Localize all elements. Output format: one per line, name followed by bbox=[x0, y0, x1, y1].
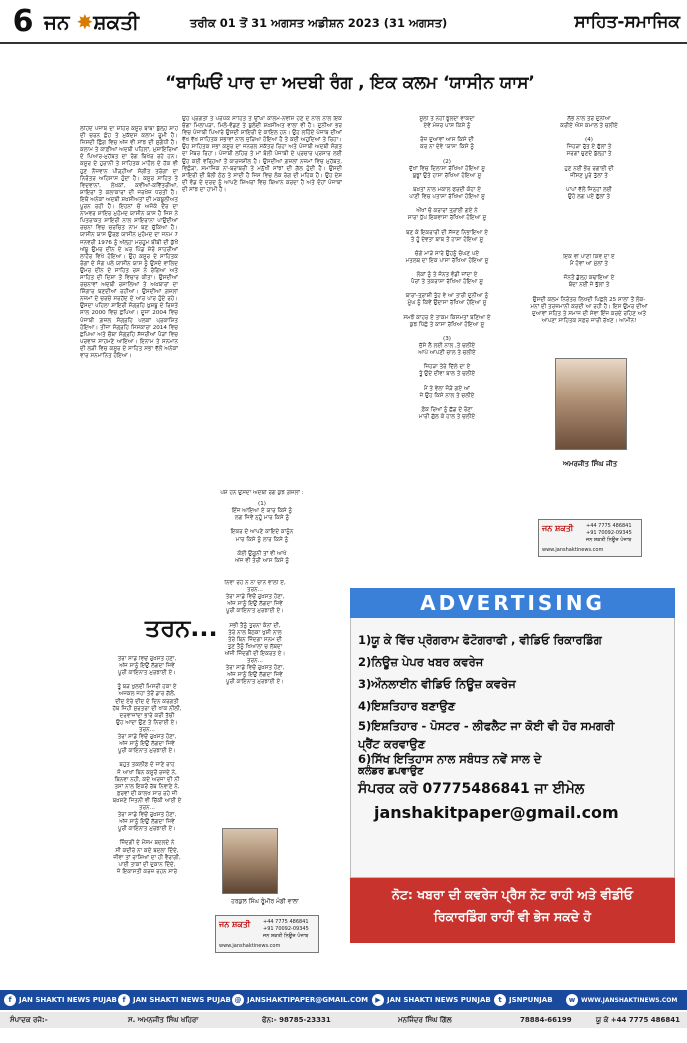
poem-part-a: ਤੇਰਾ ਸਾਡੇ ਵਿਚੋਂ ਰੁਖ਼ਸਤ ਹੋਣਾ, ਅੱਜ ਸਾਨੂੰ ਇਉਂ ਲੱਗਦਾ ਜਿਵੇਂ ਪੂਰੀ ਕਾਇਨਾਤ ਮੁਰਝਾਈ ਏ। ਤੂੰ ਬੜ ਖੁਲਦੀ ਮਿਸਰੀ ਹਕਾ ਏ ਅਜਕਲ ਜਹਾ ਤੇਰੋਂ ਡਾਰ ਗੱਲੋਂ, ਦੀਦ ਏਰੇ ਦੀਦ ਦੇ ਦਿਨ ਕਰਗਤੀ ਹੱਥ ਜਿਹੀ ਸੁਰਤਰਾ ਦੀ ਖਾਕ ਨੀਲੀ, ਦਰਵਾਜ਼ਾਂਦਾ ਭਾਰੇ ਕਰੀ ਤੱਚੀ ਉਹ ਆਦਾ ਉਣ ਤੇ ਨਿਰਾਈ ਏ। ਤਰਨ... ਤੇਰਾ ਸਾਡੇ ਵਿਚੋਂ ਰੁਖ਼ਸਤ ਹੋਣਾ, ਅੱਜ ਸਾਨੂੰ ਇਉਂ ਲੱਗਦਾ ਜਿਵੇਂ ਪੂਰੀ ਕਾਇਨਾਤ ਮੁਰਝਾਈ ਏ। ਬਹੁਤ ਤਕਲੀਫ਼ ਦੇ ਜਾਣੇ ਰਾਹ ਜੋ ਆਖਾਂ ਬਿਨ ਕਸੂਰੋਂ ਰਜਦੇ ਨੇ, ਬਿਨਵਾ ਨਹੀ, ਕਦੇ ਅਰਜਾ ਦੀ ਨੀ ਤਸਾਂ ਨਾਲ ਇਕਰੋਂ ਰੱਬ ਨਿਵਾਣੇ ਨੇ, ਫ਼ਰਵਾਂ ਦੀ ਕਾਲਖ ਸਾਰ ਰਹੇ ਜੀ ਬਖ਼ਸ਼ਣੇ ਜਿਤਨੀ ਵੀ ਚਿੱਕੀ ਆਈ ਏ ਤਰਨ... ਤੇਰਾ ਸਾਡੇ ਵਿਚੋਂ ਰੁਖ਼ਸਤ ਹੋਣਾ, ਅੱਜ ਸਾਨੂੰ ਇਉਂ ਲੱਗਦਾ ਜਿਵੇਂ ਪੂਰੀ ਕਾਇਨਾਤ ਮੁਰਝਾਈ ਏ। ਜ਼ਿੰਦਗੀ ਦੇ ਮੌਸਮ ਬਦਲਦੇ ਨੇ ਸੀ ਕਦੀਰੇ ਨਾ ਕਦੇ ਬਦਲਾ ਦਿੰਦੇ, ਜੀਵਾ ਤਾਂ ਰਾਸ਼ਿਆਂ ਦਾ ਹੀ ਵੈਰਾਗੀ, ਪਾਈ ਤਾਕਾਂ ਦੀ ਦੁਕਾਨ ਦਿੰਦੇ, ਜੇ ਇਕਾਸਤੀ ਕਰਜ਼ ਰਹਨ ਸਾਰੇ bbox=[112, 656, 182, 875]
ghazal-text: ਇੰਜ ਆਇਆ ਏ ਯਾਰ ਕਿਸੇ ਨੂੰ ਲਗ ਜਿਵੇਂ ਨ੍ਹੂੰ ਮਾਰ ਕਿਸੇ ਨੂੰ ਇਕਰ ਦੇ ਆਪਣੇ ਕਾਇਦੇ ਕਾਨੂੰਨ ਮਾਰ ਕਿਸੇ ਨੂੰ ਲਾਰ ਕਿਸੇ ਨੂੰ ਕੋਈ ਉਗੂਨੀ ਤਾਂ ਵੀ ਆਖੇ ਅੱਜ ਵੀ ਤੇਰੀ ਆਸ ਕਿਸੇ ਨੂੰ bbox=[230, 508, 294, 564]
author-caption: ਅਮਰਜੀਤ ਸਿੰਘ ਜੀਤ bbox=[562, 460, 618, 468]
mini-ad-logo: ਜਨ ਸ਼ਕਤੀ bbox=[542, 524, 574, 533]
poem-part-b: ਨਿਵਾ ਰਹੇ ਨੇ ਨਾ ਚਾਨੇ ਵਾਲੀ ਏ, ਤਰਨ... ਤੇਰਾ ਸਾਡੇ ਵਿਚੋਂ ਰੁਖ਼ਸਤ ਹੋਣਾ, ਅੱਜ ਸਾਨੂੰ ਇਉਂ ਲੱਗਦਾ ਜਿਵੇਂ ਪੂਰੀ ਕਾਇਨਾਤ ਮੁਰਝਾਈ ਏ। ਸਭੀ ਤੈਨੂੰ ਤੁਰਨਾ ਕੰਨਾਂ ਦੀ, ਤੇਰੇ ਨਾਲ ਬੈਠਕਾ ਖੁਸ਼ੀ ਨਾਲ ਤੇਰੇ ਬਿਨ ਜਿੰਦਗਾ ਸਨਮ ਦੀ ਤੁਣ ਤੈਨੂੰ ਖਿਆਲਾਂ ਚ ਲੱਬਦਾ ਅੱਜੀ ਜਿੰਦਗੀ ਦੀ ਇਕਰਤ ਏ। ਤਰਨ... ਤੇਰਾ ਸਾਡੇ ਵਿਚੋਂ ਰੁਖ਼ਸਤ ਹੋਣਾ, ਅੱਜ ਸਾਨੂੰ ਇਉਂ ਲੱਗਦਾ ਜਿਵੇਂ ਪੂਰੀ ਕਾਇਨਾਤ ਮੁਰਝਾਈ ਏ। bbox=[224, 580, 286, 686]
logo-star-icon: ✸ bbox=[76, 10, 94, 34]
email-icon: @ bbox=[232, 994, 244, 1006]
mini-ad-web: www.janshaktinews.com bbox=[542, 547, 604, 553]
youtube-icon: ▶ bbox=[372, 994, 384, 1006]
footer-contact: ਯੂ ਕੇ +44 7775 486841 bbox=[596, 1016, 680, 1024]
mini-ad[interactable] bbox=[215, 915, 319, 953]
twitter-icon: t bbox=[494, 994, 506, 1006]
advert-contact: ਸੰਪਰਕ ਕਰੋ 07775486841 ਜਾ ਈਮੇਲ bbox=[358, 781, 585, 797]
facebook-icon: f bbox=[118, 994, 130, 1006]
article-column-3: ਸੂਲੀ ਤੇ ਨਹੀਂ ਝੂਲਦਾ ਵਾਕਦਾ ਏਵੇਂ ਮੰਜ਼ਰ ਪਾਸ ਕਿਸੇ ਨੂੰ ਰੋਜ਼ ਦੁਆਵਾਂ ਆਸ ਕਿਸੇ ਦੀ ਕਰ ਨਾ ਦੇਵੇ 'ਯਾਸ' ਕਿਸੇ ਨੂੰ (2) ਦੁੱਖਾਂ ਵਿਚ ਦਿਲਾਸਾ ਰੱਖਿਆ ਹੋਇਆ ਸੂ ਬੁਝੂਾਂ ਉਤੇ ਹਾਸਾ ਰੱਖਿਆ ਹੋਇਆ ਸੂ ਬਖ਼ਤਾਂ ਨਾਲ ਮਕਾਲ ਫਰਦੀ ਕੋਹਾ ਏ ਪਾਣੀ ਵਿਚ ਪਤਾਸਾ ਰੱਖਿਆ ਹੋਇਆ ਸੂ ਔਖਾਂ ਚੋ ਕਰਾਰਾਂ ਤ੍ਰਾਂਈ ਗਏ ਨੇ ਸਾਰਾ ਧੁੱਪ ਇਕਵਾਸਾ ਰੱਖਿਆ ਹੋਇਆ ਸੂ ਬਣ ਕੇ ਇਕਰਾਰੀ ਦੀ ਸੱਜਣ ਨਿਭਾਇਆ ਏ ਤੇ ਹੂੰ ਦੇਵਤਾ ਬਾਬ ਤੋਂ ਹਾਸਾ ਹੋਇਆ ਸੂ ਚੰਗੇ ਮਾੜੇ ਸਾਰੇ ਉਹਨੂੰ ਚੰਘਣ ਪਏ ਮਤਲਬ ਦਾ ਇਕ ਪਾਸਾ ਰੱਖਿਆ ਹੋਇਆ ਸੂ ਲੋਕਾਂ ਨੂੰ ਤੇ ਜੰਨਤ ਵੰਡੀ ਜਾਂਦਾ ਏ ਪੈਰਾਂ ਤੇ ਤਕਰਾਸਾ ਰੱਖਿਆ ਹੋਇਆ ਸੂ ਬਾਰਾਂ-ਤ੍ਰਾਸ਼ੀ ਤੁੰਹ ਵੇ ਆ ਤਾਰੀ ਦੁਨੀਆ ਨੂੰ ਮੂੰਘ ਨੂੰ ਕਿਵੇਂ ਉਦਾਸਾ ਰੱਖਿਆ ਹੋਇਆ ਸੂ ਸਮਝੋਂ ਕਾਹਰ ਏ ਤਾਕਮ ਕਿਸਮਤਾਂ ਬਣਿਆ ਏ ਕੁਝ ਪਿੱਛੇ ਤੇ ਕਾਸਾ ਰੱਖਿਆ ਹੋਇਆ ਸੂ (3) ਜੁੱਸੇ ਲੈ ਲਈ ਨਾਲ ,ਤੇ ਚਲੀਏ ਆਪੇ ਆਪਣੀ ਚਾਲ ਤੇ ਚਲੀਏ ਜਿਹੜਾ ਤੇਰੇ ਦਿੱਲੇ ਦਾ ਏ ਤੂੰ ਉਦੇ ਦੀਵਾ ਬਾਲ ਤੇ ਚਲੀਏ ਮੈਂ ਤੇ ਵੇਲਾ ਜੋੜੇ ਗਏ ਆਂ ਜੇ ਉਹ ਕਿਸੇ ਨਾਲ ਤੇ ਚਲੀਏ ਫ਼ੋਕ ਰਿਆਂ ਨੂੰ ਛੱਡ ਦੇ ਰੋਣਾ ਮਾਰੀ ਗੁੱਲ ਕੇ ਹਾਲ ਤੇ ਚਲੀਏ bbox=[403, 116, 491, 420]
logo-part1: ਜਨ bbox=[44, 10, 70, 34]
social-facebook-1[interactable] bbox=[4, 992, 117, 1008]
mini-ad[interactable] bbox=[538, 519, 642, 557]
author-photo bbox=[555, 358, 627, 450]
ghazal-block-1 bbox=[182, 490, 342, 590]
advertising-title: ADVERTISING bbox=[350, 588, 675, 618]
social-label: JAN SHAKTI NEWS PUJAB bbox=[19, 996, 117, 1004]
mini-ad-line: ਜਨ ਸ਼ਕਤੀ ਨਿਊਜ਼ ਪੰਜਾਬ bbox=[263, 933, 309, 939]
advert-note-line1: ਨੋਟ: ਖਬਰਾ ਦੀ ਕਵਰੇਜ ਪ੍ਰੈਸ ਨੋਟ ਰਾਹੀ ਅਤੇ ਵੀਡੀਓ bbox=[392, 887, 633, 902]
section-title: ਸਾਹਿਤ-ਸਮਾਜਿਕ bbox=[574, 12, 680, 32]
advert-item: 1)ਯੂ ਕੇ ਵਿੱਚ ਪ੍ਰੋਗਰਾਮ ਫੋਟੋਗਰਾਫੀ , ਵੀਡਿਓ ਰਿਕਾਰਡਿੰਗ bbox=[358, 633, 602, 647]
page-number: 6 bbox=[12, 4, 34, 39]
newspaper-logo bbox=[44, 8, 152, 36]
article-column-2: ਉਹ ਪ੍ਰਗਤੀ ਤੇ ਪਰਪੱਕ ਸਾਹਿਤ ਤੇ ਉੱਘਾ ਕਾਲਮ-ਨਵੀਸ ਹੋਣ ਦੇ ਨਾਲ ਨਾਲ ਇਕ ਚੰਗਾ ਮਿਲਾਪੜਾ, ਮਿਲੋ-ਵੰਡਣ ਤੇ ਬੁਲੰਦੀ ਸ਼ਖ਼ਸੀਅਤ ਵਾਲਾ ਵੀ ਹੈ। ਦੁਨੀਆ ਭਰ ਵਿਚ ਪੰਜਾਬੀ ਪਿਆਰੇ ਉਸਦੀ ਸ਼ਾਇਰੀ ਦੇ ਕਾਇਲ ਹਨ। ਉਹ ਲਹਿੰਦੇ ਪੰਜਾਬ ਦੀਆਂ ਵੱਖ ਵੱਖ ਸਾਹਿਤਕ ਸਭਾਵਾਂ ਨਾਲ ਜੁੜਿਆ ਹੋਇਆ ਹੈ ਤੇ ਕਈ ਅਹੁਦਿਆਂ ਤੇ ਰਿਹਾ। ਉਹ ਸਾਹਿਤਕ ਸਭਾ ਕਸੂਰ ਦਾ ਜਨਰਲ ਸਕੱਤਰ ਰਿਹਾ ਅਤੇ ਪੰਜਾਬੀ ਅਦਬੀ ਸੰਗਤ ਦਾ ਮੈਂਬਰ ਰਿਹਾ। ਪੰਜਾਬੀ ਲਹਿਰ ਤੇ ਮਾਂ ਬੋਲੀ ਪੰਜਾਬੀ ਦੇ ਪ੍ਰਚਾਰ ਪ੍ਰਸਾਰ ਲਈ ਉਹ ਕਈ ਵਰ੍ਹਿਆਂ ਤੋਂ ਕਾਰਜਸ਼ੀਲ ਹੈ। ਉਸਦੀਆਂ ਗ਼ਜ਼ਲਾਂ ਨਜ਼ਮਾਂ ਵਿਚ ਮੁਹੱਬਤ, ਵਿਛੋੜਾ, ਸਮਾਜਿਕ ਨਾ-ਬਰਾਬਰੀ ਤੇ ਮਨੁੱਖੀ ਸਾਂਝਾਂ ਦੀ ਗੱਲ ਹੁੰਦੀ ਹੈ। ਉਸਦੀ ਸ਼ਾਇਰੀ ਦੀ ਬੋਲੀ ਠੇਠ ਤੇ ਸਾਦੀ ਹੈ ਜਿਸ ਵਿਚ ਲੋਕ ਰੰਗ ਦੀ ਮਹਿਕ ਹੈ। ਉਹ ਦੇਸ਼ ਦੀ ਵੰਡ ਦੇ ਦਰਦ ਨੂੰ ਆਪਣੇ ਸ਼ਿਅਰਾਂ ਵਿਚ ਬਿਆਨ ਕਰਦਾ ਹੈ ਅਤੇ ਦੋਹਾਂ ਪੰਜਾਬਾਂ ਦੀ ਸਾਂਝ ਦਾ ਹਾਮੀ ਹੈ। bbox=[182, 116, 342, 193]
poet-photo bbox=[222, 828, 278, 894]
ghazal-intro: ਪੇਸ਼ ਹਨ ਉਸਦਾ ਅਦਬੀ ਰੰਗ ਕੁਝ ਗ਼ਜ਼ਲਾਂ : bbox=[220, 490, 304, 496]
mini-ad-phone1: +44 7775 486841 bbox=[586, 523, 632, 529]
mini-ad-line: ਜਨ ਸ਼ਕਤੀ ਨਿਊਜ਼ ਪੰਜਾਬ bbox=[586, 537, 632, 543]
poet-caption: ਹਰਕੁਲ ਸਿੰਘ ਰੂੰਮੀਰ ਮੰਡੀ ਵਾਲਾ bbox=[231, 898, 299, 905]
advert-note-line2: ਰਿਕਾਰਡਿੰਗ ਰਾਹੀਂ ਵੀ ਭੇਜ ਸਕਦੇ ਹੋ bbox=[433, 909, 592, 924]
social-youtube[interactable] bbox=[372, 992, 491, 1008]
mini-ad-phone2: +91 70092-09345 bbox=[586, 530, 632, 536]
advert-item: 4)ਇਸ਼ਤਿਹਾਰ ਬਣਾਉਣ bbox=[358, 699, 456, 713]
globe-icon: w bbox=[566, 994, 578, 1006]
poem-title: ਤਰਨ... bbox=[145, 614, 218, 642]
footer-contact: 78884-66199 bbox=[520, 1016, 572, 1024]
date-line: ਤਰੀਕ 01 ਤੋਂ 31 ਅਗਸਤ ਅਡੀਸ਼ਨ 2023 (31 ਅਗਸਤ) bbox=[190, 16, 448, 30]
footer-contact: ਫੋਨ:- 98785-23331 bbox=[262, 1016, 331, 1024]
advert-item: 5)ਇਸ਼ਤਿਹਾਰ - ਪੋਸਟਰ - ਲੀਫਲੈਟ ਜਾ ਕੋਈ ਵੀ ਹੋਰ ਸਮਗਰੀ bbox=[358, 719, 615, 733]
mini-ad-phone1: +44 7775 486841 bbox=[263, 919, 309, 925]
facebook-icon: f bbox=[4, 994, 16, 1006]
advert-item: 3)ਔਨਲਾਈਨ ਵੀਡਿਓ ਨਿਊਜ਼ ਕਵਰੇਜ bbox=[358, 677, 516, 691]
advert-item: ਕਲੰਡਰ ਛਪਵਾਉਣ bbox=[358, 766, 424, 777]
advert-note bbox=[350, 878, 675, 943]
advert-item: 6)ਸਿੱਖ ਇਤਿਹਾਸ ਨਾਲ ਸਬੰਧਤ ਨਵੇਂ ਸਾਲ ਦੇ bbox=[358, 752, 542, 766]
footer-contact: ਸ. ਅਮਨਜੀਤ ਸਿੰਘ ਖਹਿਰਾ bbox=[128, 1016, 199, 1024]
logo-part2: ਸ਼ਕਤੀ bbox=[93, 10, 140, 34]
mini-ad-phone2: +91 70092-09345 bbox=[263, 926, 309, 932]
social-label: JAN SHAKTI NEWS PUJAB bbox=[133, 996, 231, 1004]
article-column-4-cont: ਇਕ ਵੀ ਪਾਣੀ ਕਿਵ ਦਾ ਏ ਮੈਂ ਹੋਵਾਂ ਆਂ ਮੁੱਲਾਂ ਤੇ ਜੰਨਤੋਂ ਡੁੱਲ੍ਹ ਕਢਾਇਆ ਏ ਬੰਦਾ ਨਈਂ ਜੇ ਭੁੱਲਾਂ ਤੇ ਉਸਦੀ ਕਲਮ ਨਿਰੰਤਰ ਲਿਖਦੀ ਪਿਛਲੇ 25 ਸਾਲਾਂ ਤੋਂ ਲੋਕ-ਮਨਾਂ ਦੀ ਤਰਜ਼ਮਾਨੀ ਕਰਦੀ ਆ ਰਹੀ ਹੈ। ਇਸ ਉਮਰ ਦੀਆਂ ਦੁਆਵਾਂ ਸਹਿਤ ਤੇ ਸਮਾਜ ਦੀ ਸੇਵਾ ਇੰਜ ਕਰਦੇ ਰਹਿਣ ਅਤੇ ਆਪਣਾ ਸਾਹਿਤਕ ਸਫ਼ਰ ਜਾਰੀ ਰੱਖਣ। ਆਮੀਨ! bbox=[530, 254, 648, 324]
article-column-4: ਲੱਭੇ ਨਾਲ ਤੇਰੇ ਦੁਨੀਆ ਕਰੀਏ ਐਸ ਕਮਾਲ ਤੇ ਚਲੀਏ (4) ਜਿਹੜਾ ਰੁੱਤ ਏ ਫੁੱਲਾਂ ਤੇ ਸਰਗਾਂ ਚੁਣਦੇ ਬੁੱਲ੍ਹਾਂ ਤੇ ਹੁਣ ਨਈਂ ਭੋਰ ਰਗਾਈ ਦੀ ਜੀਂਸਣ ਪੂਰੇ ਤੁੱਲਾਂ ਤੇ ਪਾਪਾਂ ਵੱਲੋਂ ਜਿਨ੍ਹਾਂ ਲਈ ਉਹੋ ਲਗ ਪਏ ਫੁੱਲਾਂ ਤੇ bbox=[560, 116, 618, 201]
social-twitter[interactable] bbox=[494, 992, 553, 1008]
social-label: WWW.JANSHAKTINEWS.COM bbox=[581, 997, 678, 1004]
mini-ad-web: www.janshaktinews.com bbox=[219, 943, 281, 949]
social-label: JAN SHAKTI NEWS PUNJAB bbox=[387, 996, 491, 1004]
footer-contact: ਮਨਜਿੰਦਰ ਸਿੰਘ ਗਿੱਲ bbox=[398, 1016, 452, 1024]
article-column-1: ਲਹਿੰਦੇ ਪੰਜਾਬ ਦਾ ਸ਼ਹਿਰ ਕਸੂਰ ਬਾਬਾ ਬੁੱਲ੍ਹੇ ਸ਼ਾਹ ਦੀ ਚਰਨ ਛੋਹ ਤੇ ਮੁਕੱਦਸ ਕਲਾਮ ਰੂਮੀ ਹੈ। ਜਿਸਦੀ ਛਿੰਗ ਵਿਚ ਅੱਜ ਵੀ ਸਾਂਝ ਦੀ ਸੁਗੰਧੀ ਹੈ। ਕਲਾਮ ਤੇ ਕਾਫ਼ੀਆਂ ਅਦਬੀ ਪਹਿਲਾਂ, ਮੁਸ਼ਾਇਰਿਆਂ ਦੇ ਪਿਆਰ-ਮੁਹੱਬਤ ਦਾ ਰੰਗ ਬਿਖੇਰ ਰਹੇ ਹਨ। ਕਸੂਰ ਦੇ ਹੁਰਾਨੀ ਤੇ ਸਾਹਿਤਕ ਮਾਹੌਲ ਦੇ ਹੱਕ ਵੀ ਹੁਣ ਨੌਜਵਾਨ ਪੀੜ੍ਹੀਆਂ ਸੰਗੀਤ ਤਰੰਗਾਂ ਦਾ ਨਿਰੰਤਰ ਅਹਿਸਾਸ ਹੁੰਦਾ ਹੈ। ਕਸੂਰ ਸਾਹਿਤ ਤੇ ਵਿਦਵਾਨਾਂ, ਲੇਖਕਾਂ, ਕਵੀਆਂ-ਕਵਿੱਤਰੀਆਂ, ਸ਼ਾਇਰਾਂ ਤੇ ਕਲਾਕਾਰਾਂ ਦੀ ਜਰਖੇਜ਼ ਧਰਤੀ ਹੈ। ਇਥੋਂ ਅਨੇਕਾਂ ਅਦਬੀ ਸ਼ਖ਼ਸੀਅਤਾਂ ਦੀ ਮਕਬੂਲੀਅਤ ਪੂਰਨ ਰਹੀ ਹੈ। ਇਹਨਾਂ ਚੋਂ ਅਜੋਕੇ ਦੌਰ ਦਾ ਨਾਮਵਰ ਸ਼ਾਇਰ ਮੁਹੰਮਦ ਯਾਸੀਨ ਯਾਸ ਹੈ ਜਿਸ ਨੇ ਪਿਤਰਾਕਤ ਸ਼ਾਇਰੀ ਨਾਲ ਸ਼ਾਇਰਾਨਾ ਪਾਉਂਦੀਆਂ ਰਚਨਾ ਵਿਚ ਚਰਚਿਤ ਨਾਮ ਬਣ ਚੁੱਕਿਆ ਹੈ। ਯਾਸੀਨ ਯਾਸ ਉਰਫ਼ ਯਾਸੀਨ ਮੁਹੰਮਦ ਦਾ ਜਨਮ 7 ਜਨਵਰੀ 1976 ਨੂੰ ਅੱਲ੍ਹਾ ਮਰਹੂਮ ਬੀਬੀ ਦੀ ਕੁੱਖੋਂ ਅੱਬੂ ਉਮਰ ਦੀਨ ਦੇ ਘਰ ਪਿੰਡ ਸ਼ੇਰੋ ਸਾਹਰੀਆਂ ਲਾਹੌਰ ਵਿਖੇ ਹੋਇਆ। ਉਹ ਕਸੂਰ ਦੇ ਸਾਹਿਤਕ ਰੰਗਾਂ ਦੇ ਸੰਗ ਪਲੇ ਯਾਸੀਨ ਯਾਸ ਨੂੰ ਉਸਦੇ ਵਾਲਿਦ ਉਮਰ ਦੀਨ ਦੇ ਸਾਹਿਤ ਰਸ ਨੇ ਰੰਗਿਆ ਅਤੇ ਸਾਹਿਤ ਦੀ ਦਿਸ਼ਾ ਤੋਂ ਵਿਚਾਰ ਕੀਤਾ। ਉਸਦੀਆਂ ਰਚਨਾਵਾਂ ਅਦਬੀ ਰਸਾਲਿਆਂ ਤੇ ਅਖ਼ਬਾਰਾਂ ਦਾ ਸ਼ਿੰਗਾਰ ਬਣਦੀਆਂ ਰਹੀਆਂ। ਉਸਦੀਆਂ ਗ਼ਜ਼ਲਾਂ ਨਜ਼ਮਾਂ ਦੇ ਚਰਚੇ ਸਰਹੱਦ ਦੇ ਆਰ ਪਾਰ ਹੁੰਦੇ ਰਹੇ। ਉਸਦਾ ਪਹਿਲਾ ਸ਼ਾਇਰੀ ਸੰਗ੍ਰਹਿ ਖ਼ੁਸ਼ਬੂ ਦੇ ਰਿਸ਼ਤੇ ਸਾਲ 2000 ਵਿਚ ਛਪਿਆ। ਦੂਜਾ 2004 ਵਿਚ ਪੰਜਾਬੀ ਗ਼ਜ਼ਲ ਸੰਗ੍ਰਹਿ ਪਲਕਾਂ ਪ੍ਰਕਾਸ਼ਿਤ ਹੋਇਆ। ਤੀਜਾ ਸੰਗ੍ਰਹਿ ਸਿਸਕਾਰਾ 2014 ਵਿਚ ਛਪਿਆ ਅਤੇ ਚੌਥਾ ਸੰਗ੍ਰਹਿ ਸੱਜਰੀਆਂ ਪੈੜਾਂ ਵਿਚ ਪਰਵਾਜ਼ ਸਾਹਮਣੇ ਆਇਆ। ਇਨਾਮ ਤੇ ਸਨਮਾਨ ਦੀ ਲੜੀ ਵਿਚ ਕਸੂਰ ਦੇ ਸਾਹਿਤ ਸਭਾ ਵੱਲੋਂ ਅਨੇਕਾਂ ਵਾਰ ਸਨਮਾਨਿਤ ਹੋਇਆ। bbox=[80, 126, 178, 359]
mini-ad-logo: ਜਨ ਸ਼ਕਤੀ bbox=[219, 920, 251, 929]
contact-bar bbox=[0, 1012, 687, 1028]
social-label: JANSHAKTIPAPER@GMAIL.COM bbox=[247, 996, 369, 1004]
social-label: JSNPUNJAB bbox=[509, 996, 553, 1004]
advert-item: 2)ਨਿਊਜ਼ ਪੇਪਰ ਖਬਰ ਕਵਰੇਜ bbox=[358, 655, 484, 669]
footer-contact: ਸੰਪਾਦਕ ਰਜੋ:- bbox=[10, 1016, 48, 1024]
advert-item: ਪ੍ਰੈਂਟ ਕਰਵਾਉਣ bbox=[358, 737, 426, 751]
advert-email[interactable]: janshakitpaper@gmail.com bbox=[374, 803, 619, 822]
social-facebook-2[interactable] bbox=[118, 992, 231, 1008]
ghazal-number: (1) bbox=[258, 501, 266, 508]
article-headline: “ਬਾਘਿਓਂ ਪਾਰ ਦਾ ਅਦਬੀ ਰੰਗ , ਇਕ ਕਲਮ ‘ਯਾਸੀਨ ਯਾਸ’ bbox=[165, 73, 535, 93]
social-email[interactable] bbox=[232, 992, 368, 1008]
social-website[interactable] bbox=[566, 992, 677, 1008]
